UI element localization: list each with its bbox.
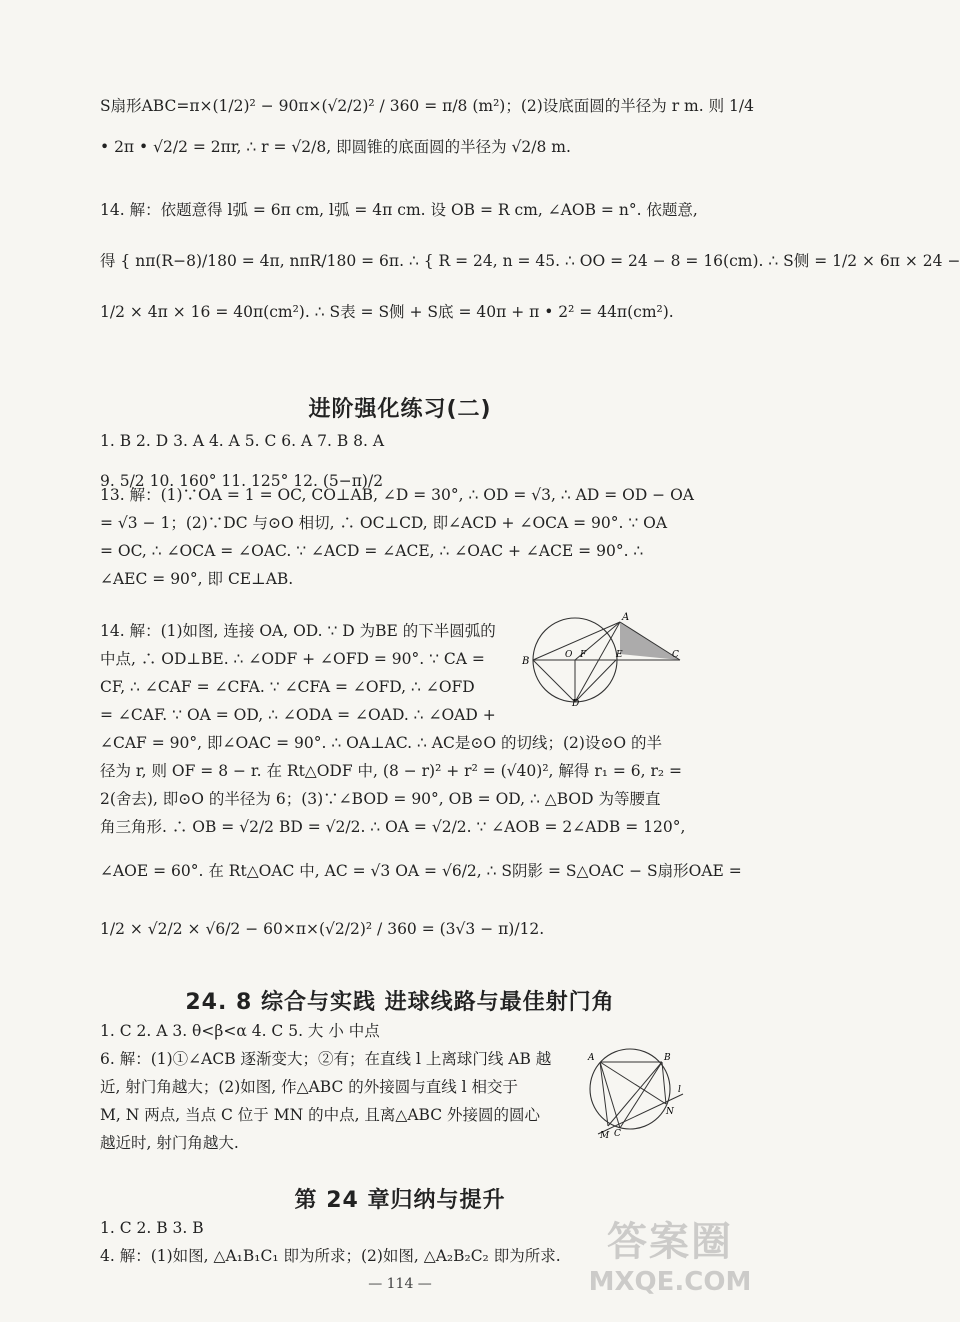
geometry-figure-circle-tangent [520,612,685,707]
watermark-url: MXQE.COM [588,1267,752,1297]
text-line: 1/2 × √2/2 × √6/2 − 60×π×(√2/2)² / 360 = (3√3 − π)/12. [100,920,545,938]
text-line: 中点, ∴ OD⊥BE. ∴ ∠ODF + ∠OFD = 90°. ∵ CA = [100,650,485,668]
watermark-logo [570,1210,770,1310]
figure-label: C [672,650,679,660]
text-line: 4. 解：(1)如图, △A₁B₁C₁ 即为所求；(2)如图, △A₂B₂C₂ 即为所求. [100,1247,561,1265]
figure-label: E [616,650,623,660]
text-line: ∠AOE = 60°. 在 Rt△OAC 中, AC = √3 OA = √6/2, ∴ S阴影 = S△OAC − S扇形OAE = [100,862,742,880]
text-line: 13. 解：(1)∵OA = 1 = OC, CO⊥AB, ∠D = 30°, ∴ OD = √3, ∴ AD = OD − OA [100,486,694,504]
section-title: 24. 8 综合与实践 进球线路与最佳射门角 [185,990,615,1015]
figure-label: l [678,1085,681,1095]
answer-line: 1. C 2. A 3. θ<β<α 4. C 5. 大 小 中点 [100,1022,380,1040]
text-line: ∠CAF = 90°, 即∠OAC = 90°. ∴ OA⊥AC. ∴ AC是⊙O 的切线；(2)设⊙O 的半 [100,734,663,752]
answer-line: 1. B 2. D 3. A 4. A 5. C 6. A 7. B 8. A [100,432,385,450]
text-line: = ∠CAF. ∵ OA = OD, ∴ ∠ODA = ∠OAD. ∴ ∠OAD + [100,706,496,724]
text-line: CF, ∴ ∠CAF = ∠CFA. ∵ ∠CFA = ∠OFD, ∴ ∠OFD [100,678,475,696]
text-line: 1/2 × 4π × 16 = 40π(cm²). ∴ S表 = S侧 + S底 = 40π + π • 2² = 44π(cm²). [100,303,674,321]
text-line: 径为 r, 则 OF = 8 − r. 在 Rt△ODF 中, (8 − r)² + r² = (√40)², 解得 r₁ = 6, r₂ = [100,762,683,780]
figure-label: M [600,1131,610,1141]
text-line: 近, 射门角越大；(2)如图, 作△ABC 的外接圆与直线 l 相交于 [100,1078,519,1096]
text-line: 6. 解：(1)①∠ACB 逐渐变大；②有；在直线 l 上离球门线 AB 越 [100,1050,552,1068]
figure-label: F [580,650,587,660]
answer-line: 9. 5/2 10. 160° 11. 125° 12. (5−π)/2 [100,472,384,490]
text-line: 越近时, 射门角越大. [100,1134,239,1152]
text-line: 得 { nπ(R−8)/180 = 4π, nπR/180 = 6π. ∴ { R = 24, n = 45. ∴ OO = 24 − 8 = 16(cm). ∴ S侧 = 1/2 × 6π × 24 − [100,252,960,270]
text-line: 角三角形. ∴ OB = √2/2 BD = √2/2. ∴ OA = √2/2. ∵ ∠AOB = 2∠ADB = 120°, [100,818,686,836]
figure-label: A [588,1053,595,1063]
figure-label: N [666,1107,674,1117]
text-line: 14. 解：依题意得 l弧 = 6π cm, l弧 = 4π cm. 设 OB = R cm, ∠AOB = n°. 依题意, [100,201,698,219]
text-line: = OC, ∴ ∠OCA = ∠OAC. ∵ ∠ACD = ∠ACE, ∴ ∠OAC + ∠ACE = 90°. ∴ [100,542,644,560]
geometry-figure-shooting-angle [578,1044,688,1139]
text-line: 2(舍去), 即⊙O 的半径为 6；(3)∵∠BOD = 90°, OB = OD, ∴ △BOD 为等腰直 [100,790,661,808]
answer-line: 1. C 2. B 3. B [100,1219,204,1237]
text-line: ∠AEC = 90°, 即 CE⊥AB. [100,570,294,588]
figure-label: A [622,612,630,623]
figure-label: C [614,1129,621,1139]
figure-label: B [664,1053,671,1063]
text-line: • 2π • √2/2 = 2πr, ∴ r = √2/8, 即圆锥的底面圆的半径为 √2/8 m. [100,138,571,156]
figure-label: O [565,650,573,660]
section-title: 进阶强化练习(二) [308,397,492,422]
page-number: — 114 — [368,1276,432,1292]
text-line: M, N 两点, 当点 C 位于 MN 的中点, 且离△ABC 外接圆的圆心 [100,1106,541,1124]
text-line: = √3 − 1；(2)∵DC 与⊙O 相切, ∴ OC⊥CD, 即∠ACD + ∠OCA = 90°. ∵ OA [100,514,668,532]
text-line: S扇形ABC=π×(1/2)² − 90π×(√2/2)² / 360 = π/8 (m²)；(2)设底面圆的半径为 r m. 则 1/4 [100,97,754,115]
figure-label: D [572,699,580,709]
figure-label: B [522,656,530,667]
text-line: 14. 解：(1)如图, 连接 OA, OD. ∵ D 为BE 的下半圆弧的 [100,622,496,640]
section-title: 第 24 章归纳与提升 [294,1188,506,1213]
watermark-text: 答案圈 [607,1219,733,1265]
